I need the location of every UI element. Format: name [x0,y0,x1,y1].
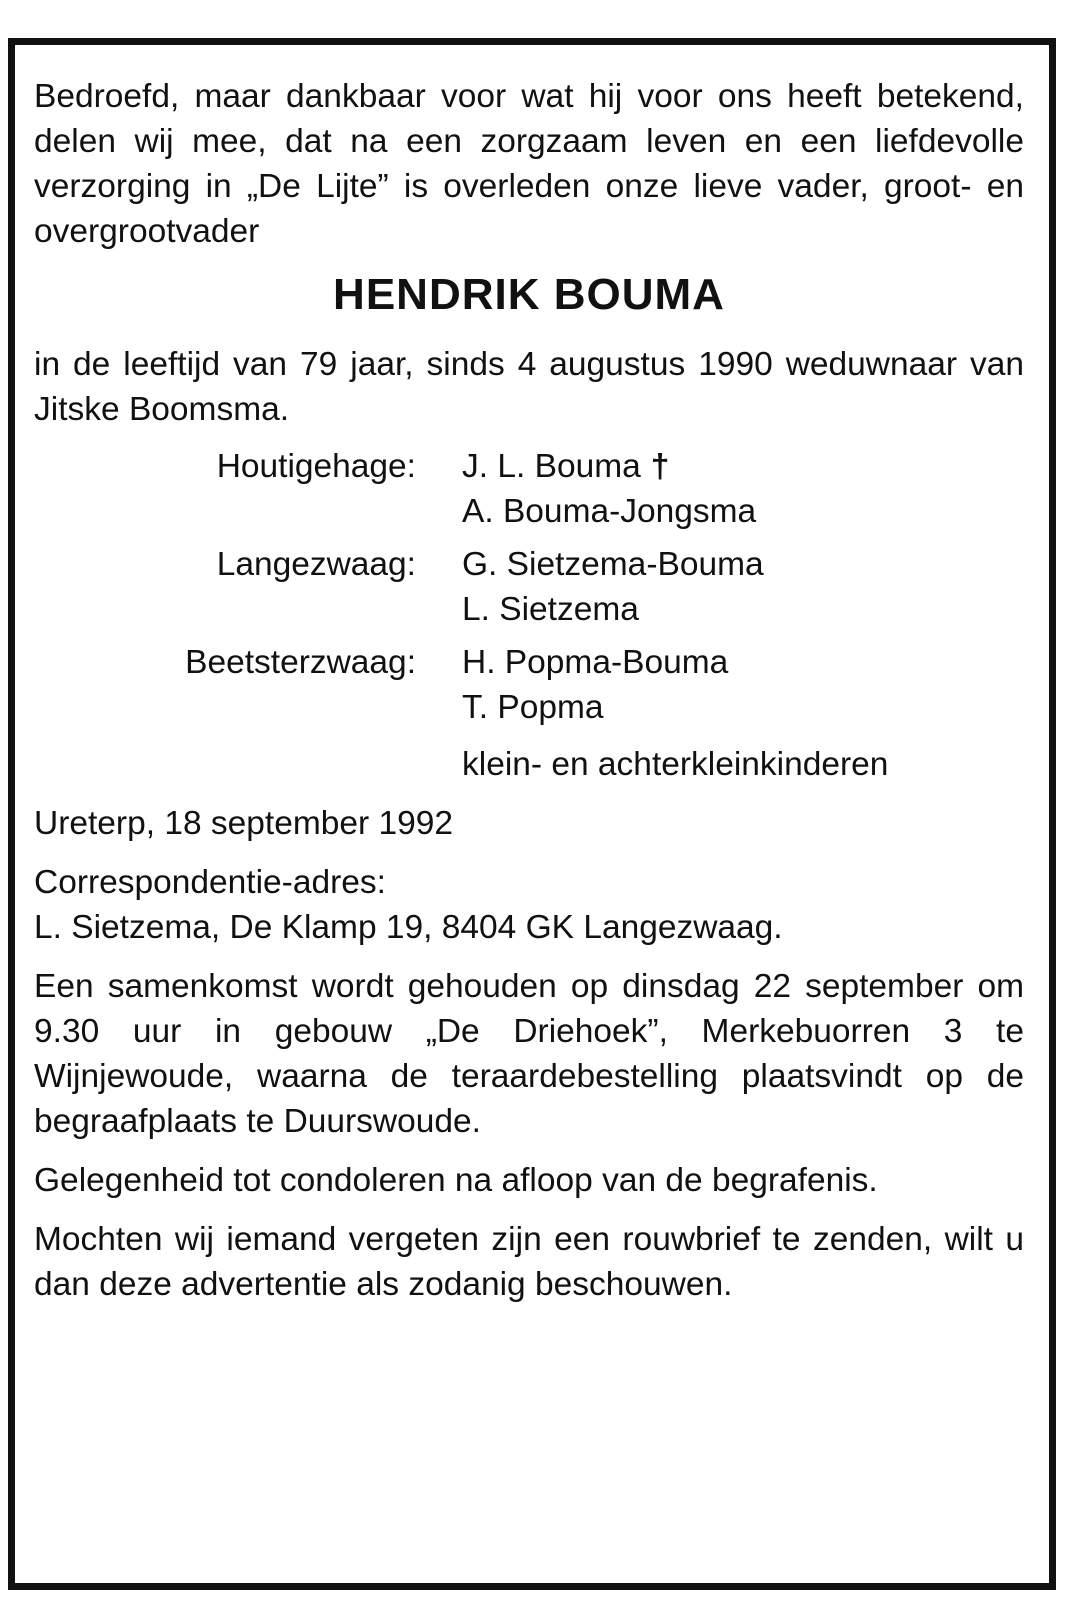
intro-text: Bedroefd, maar dankbaar voor wat hij voor ons heeft betekend, delen wij mee, dat na een zorgzaam leven en een liefdevolle verzorging in „De Lijte” is overleden onze lieve vader, groot- en overgrootvader [34,78,1024,250]
family-person-name: J. L. Bouma [462,448,641,485]
family-place: Langezwaag: [216,546,416,583]
family-person: T. Popma [462,689,604,726]
family-person: A. Bouma-Jongsma [462,493,757,530]
age-text: in de leeftijd van 79 jaar, sinds 4 augustus 1990 weduwnaar van Jitske Boomsma. [34,346,1024,428]
family-persons [462,444,1024,534]
correspondence-address: L. Sietzema, De Klamp 19, 8404 GK Langezwaag. [34,909,783,946]
family-person: G. Sietzema-Bouma [462,546,764,583]
family-place: Beetsterzwaag: [185,644,416,681]
death-notice [34,74,1024,1321]
deceased-name: HENDRIK BOUMA [333,270,725,319]
place-date: Ureterp, 18 september 1992 [34,805,453,842]
grandchildren-line: klein- en achterkleinkinderen [462,746,889,783]
family-persons [462,640,1024,730]
family-list [34,444,1024,730]
family-place: Houtigehage: [216,448,416,485]
family-person: L. Sietzema [462,591,639,628]
family-persons [462,542,1024,632]
correspondence [34,860,1024,950]
cross-icon: † [650,448,670,485]
gathering-text: Een samenkomst wordt gehouden op dinsdag 22 september om 9.30 uur in gebouw „De Driehoek”, Merkebuorren 3 te Wijnjewoude, waarna de teraardebestelling plaatsvindt op de begraafplaats te Duurswoude. [34,968,1024,1140]
family-person: H. Popma-Bouma [462,644,729,681]
condolence-text: Gelegenheid tot condoleren na afloop van de begrafenis. [34,1162,878,1199]
closing-text: Mochten wij iemand vergeten zijn een rouwbrief te zenden, wilt u dan deze advertentie als zodanig beschouwen. [34,1221,1024,1303]
family-person [462,444,1024,489]
correspondence-label: Correspondentie-adres: [34,864,386,901]
